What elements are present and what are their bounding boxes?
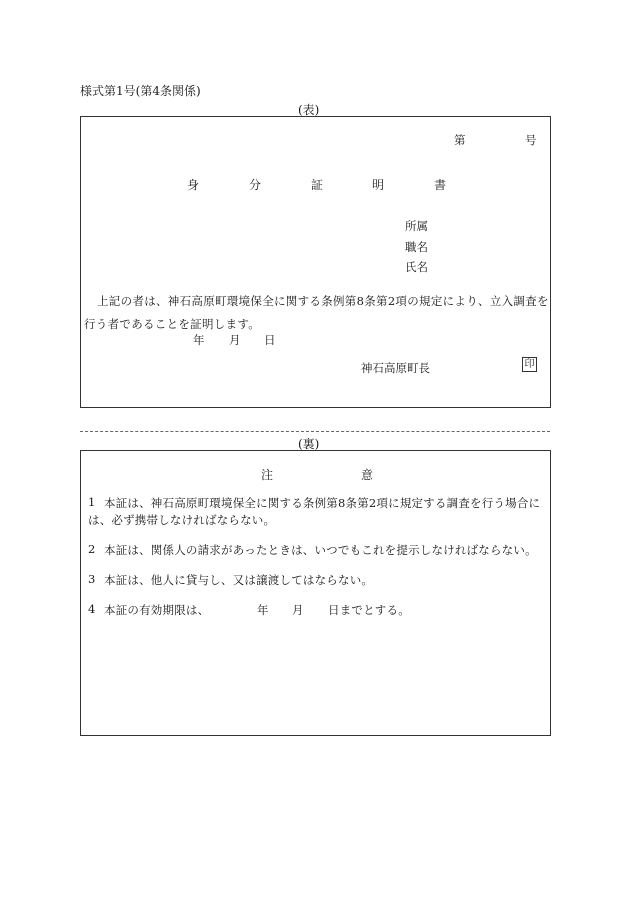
- item-1-line-1: 本証は、神石高原町環境保全に関する条例第8条第2項に規定する調査を行う場合に: [104, 496, 541, 510]
- item-1-line-2: は、必ず携帯しなければならない。: [88, 513, 276, 527]
- item-3-line-1: 本証は、他人に貸与し、又は譲渡してはならない。: [104, 573, 374, 587]
- item-4-line-1: 本証の有効期限は、: [104, 603, 210, 617]
- item-2-line-1: 本証は、関係人の請求があったときは、いつでもこれを提示しなければならない。: [104, 543, 537, 557]
- title-char-1: 身: [187, 178, 200, 192]
- affiliation-label: 所属: [405, 219, 428, 233]
- position-label: 職名: [405, 240, 428, 254]
- back-card: [80, 450, 551, 736]
- number-suffix: 号: [525, 133, 537, 147]
- item-4-month: 月: [292, 603, 304, 617]
- notice-char-2: 意: [361, 468, 374, 482]
- statement-line-2: 行う者であることを証明します。: [84, 317, 261, 331]
- back-side-label: (裏): [298, 437, 320, 451]
- notice-char-1: 注: [261, 468, 274, 482]
- title-char-3: 証: [311, 178, 324, 192]
- item-2-num: 2: [88, 542, 96, 556]
- date-year: 年: [193, 333, 205, 347]
- seal-mark: 印: [522, 357, 537, 372]
- date-day: 日: [264, 333, 276, 347]
- form-label: 様式第1号(第4条関係): [80, 84, 201, 98]
- issuer-name: 神石高原町長: [361, 361, 430, 375]
- item-4-year: 年: [257, 603, 269, 617]
- title-char-4: 明: [372, 178, 385, 192]
- number-prefix: 第: [454, 133, 466, 147]
- front-side-label: (表): [298, 103, 320, 117]
- item-4-num: 4: [88, 602, 96, 616]
- title-char-5: 書: [434, 178, 447, 192]
- item-3-num: 3: [88, 572, 96, 586]
- title-char-2: 分: [249, 178, 262, 192]
- date-month: 月: [229, 333, 241, 347]
- name-label: 氏名: [405, 260, 428, 274]
- front-card: [80, 116, 551, 408]
- statement-line-1: 上記の者は、神石高原町環境保全に関する条例第8条第2項の規定により、立入調査を: [97, 294, 549, 308]
- item-1-num: 1: [88, 495, 96, 509]
- cut-line: [80, 431, 550, 432]
- item-4-day-tail: 日までとする。: [328, 603, 410, 617]
